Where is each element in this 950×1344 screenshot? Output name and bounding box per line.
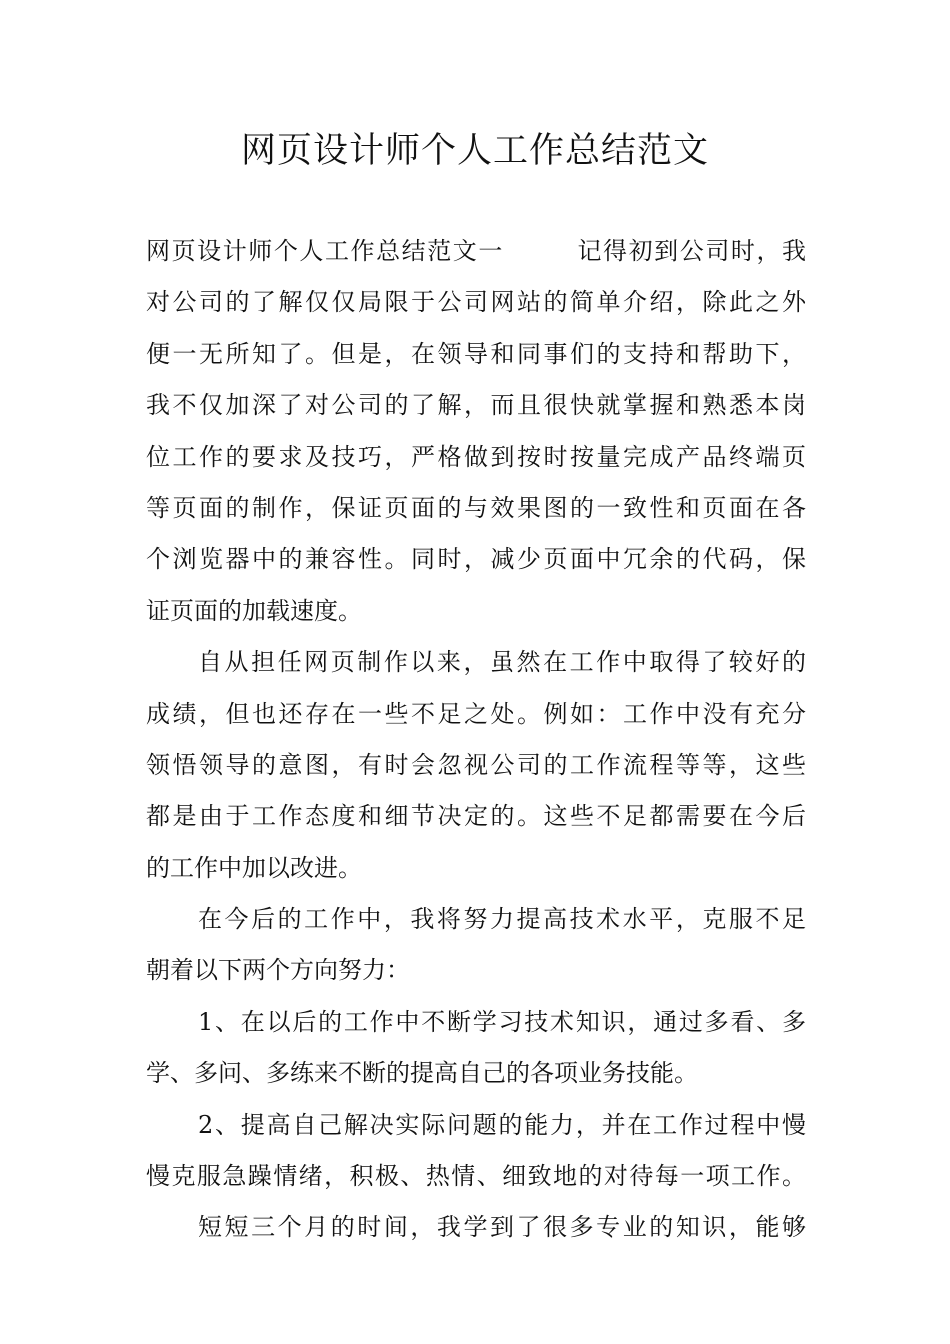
paragraph-line: 我不仅加深了对公司的了解，而且很快就掌握和熟悉本岗 [146,391,806,420]
paragraph-line [146,226,806,277]
paragraph-line: 对公司的了解仅仅局限于公司网站的简单介绍，除此之外 [146,288,806,317]
paragraph-line: 个浏览器中的兼容性。同时，减少页面中冗余的代码，保 [146,545,806,574]
paragraph-line: 在今后的工作中，我将努力提高技术水平，克服不足 [198,905,806,934]
list-item-line: 2、提高自己解决实际问题的能力，并在工作过程中慢 [198,1110,806,1139]
paragraph-line: 证页面的加载速度。 [146,596,362,625]
paragraph-line: 短短三个月的时间，我学到了很多专业的知识，能够 [198,1213,806,1242]
paragraph-line: 领悟领导的意图，有时会忽视公司的工作流程等等，这些 [146,750,806,779]
paragraph-line: 自从担任网页制作以来，虽然在工作中取得了较好的 [198,648,806,677]
list-item-line: 学、多问、多练来不断的提高自己的各项业务技能。 [146,1059,698,1088]
paragraph-line: 便一无所知了。但是，在领导和同事们的支持和帮助下， [146,339,806,368]
list-item-line: 1、在以后的工作中不断学习技术知识，通过多看、多 [198,1007,806,1036]
paragraph-line: 朝着以下两个方向努力： [146,956,410,985]
paragraph-line: 等页面的制作，保证页面的与效果图的一致性和页面在各 [146,493,806,522]
list-item-line: 慢克服急躁情绪，积极、热情、细致地的对待每一项工作。 [146,1162,806,1191]
paragraph-line: 成绩，但也还存在一些不足之处。例如：工作中没有充分 [146,699,806,728]
document-title: 网页设计师个人工作总结范文 [240,131,709,171]
document-body [146,226,806,1254]
paragraph-line: 位工作的要求及技巧，严格做到按时按量完成产品终端页 [146,442,806,471]
paragraph-line: 的工作中加以改进。 [146,853,362,882]
paragraph-line: 都是由于工作态度和细节决定的。这些不足都需要在今后 [146,802,806,831]
section-heading-inline: 网页设计师个人工作总结范文一 [146,237,504,265]
paragraph-text: 记得初到公司时，我 [575,237,807,265]
